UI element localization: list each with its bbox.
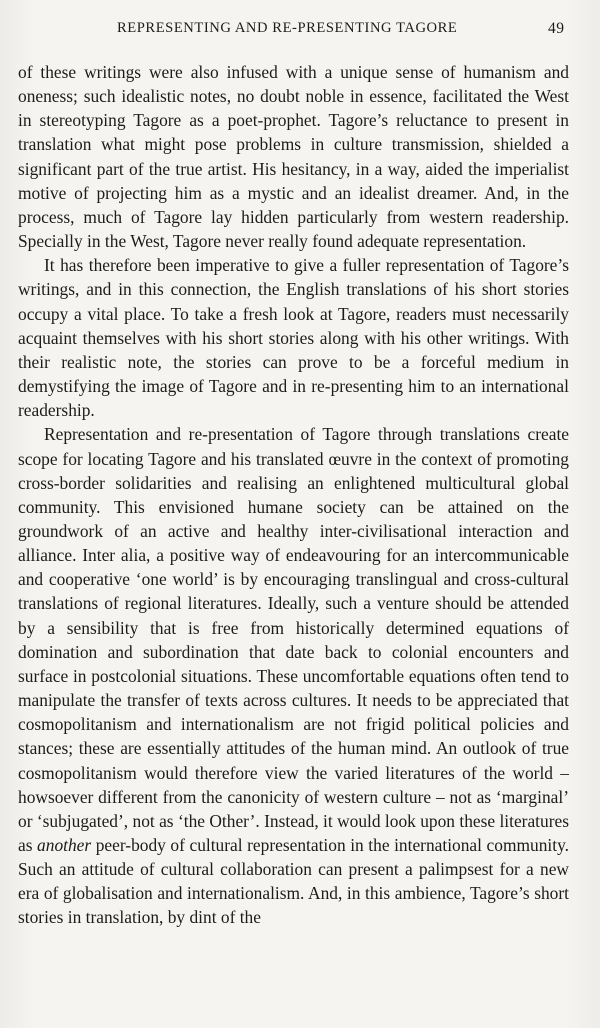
page-number: 49 [548,20,565,37]
paragraph-3 [18,422,569,929]
paragraph-1: of these writings were also infused with a unique sense of humanism and oneness; such idealistic notes, no doubt noble in essence, facilitated the West in stereotyping Tagore as a poet-prophet. Tagore’s reluctance to present in translation what might pose problems in culture transmission, shielded a significant part of the true artist. His hesitancy, in a way, aided the imperialist motive of projecting him as a mystic and an idealist dreamer. And, in the process, much of Tagore lay hidden particularly from western readership. Specially in the West, Tagore never really found adequate representation. [18,62,569,252]
paragraph-3-text-after-emphasis: peer-body of cultural representation in the international community. Such an attitude of cultural collaboration can present a palimpsest for a new era of globalisation and internationalism. And, in this ambience, Tagore’s short stories in translation, by dint of the [18,835,569,928]
emphasized-word: another [37,835,92,855]
body-text [18,60,569,930]
running-title: REPRESENTING AND RE-PRESENTING TAGORE [117,20,458,36]
paragraph-2: It has therefore been imperative to give a fuller representation of Tagore’s writings, and in this connection, the English translations of his short stories occupy a vital place. To take a fresh look at Tagore, readers must necessarily acquaint themselves with his short stories along with his other writings. With their realistic note, the stories can prove to be a forceful medium in demystifying the image of Tagore and in re-presenting him to an international readership. [18,255,569,421]
running-header [0,20,600,42]
paragraph-3-text-before-emphasis: Representation and re-presentation of Tagore through translations create scope for locating Tagore and his translated œuvre in the context of promoting cross-border solidarities and realising an enlightened multicultural global community. This envisioned humane society can be attained on the groundwork of an active and healthy inter-civilisational interaction and alliance. Inter alia, a positive way of endeavouring for an intercommunicable and cooperative ‘one world’ is by encouraging translingual and cross-cultural translations of regional literatures. Ideally, such a venture should be attended by a sensibility that is free from historically determined equations of domination and subordination that date back to colonial encounters and surface in postcolonial situations. These uncomfortable equations often tend to manipulate the transfer of texts across cultures. It needs to be appreciated that cosmopolitanism and internationalism are not frigid political policies and stances; these are essentially attitudes of the human mind. An outlook of true cosmopolitanism would therefore view the varied literatures of the world – howsoever different from the canonicity of western culture – not as ‘marginal’ or ‘subjugated’, not as ‘the Other’. Instead, it would look upon these literatures as [18,424,569,855]
